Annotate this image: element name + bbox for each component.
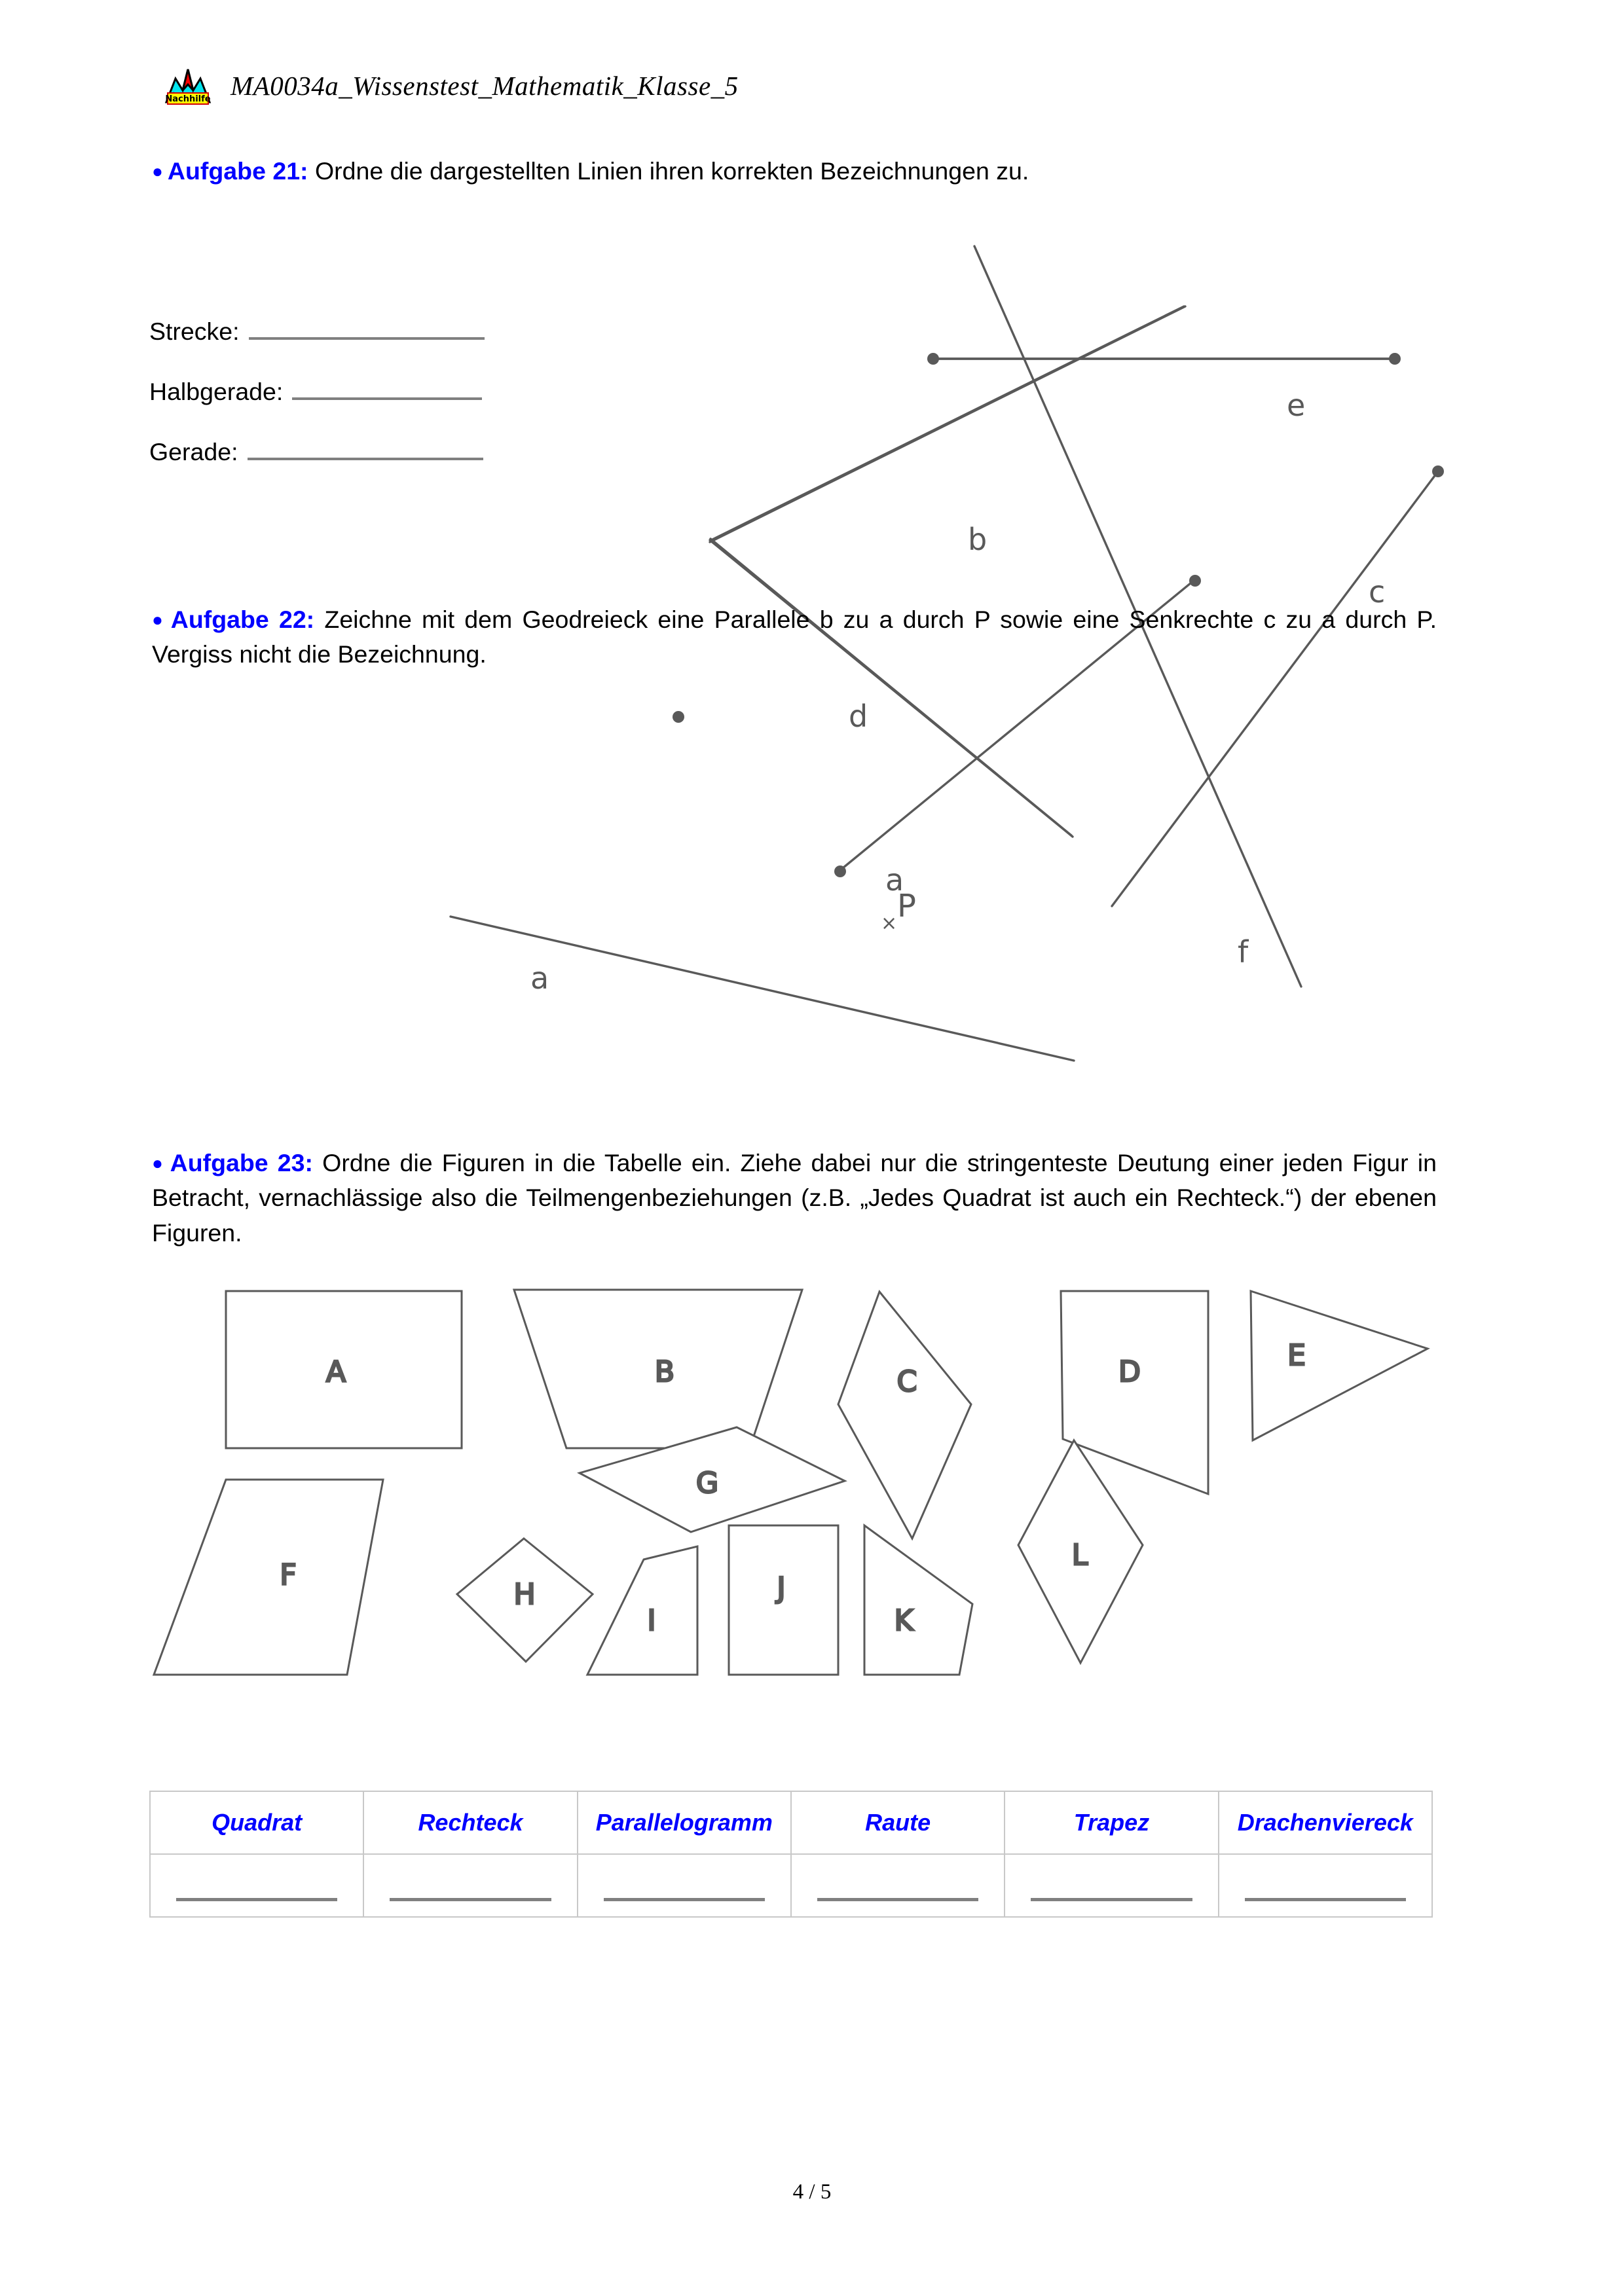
figure-label-G: G [695,1467,719,1500]
figure-label-A: A [325,1355,346,1389]
figure-label-D: D [1118,1355,1141,1389]
task-21-text [308,157,315,185]
figure-label-J: J [777,1571,786,1605]
table-header-row [150,1791,1432,1854]
answer-label-gerade: Gerade: [149,438,238,465]
answer-row-gerade [149,438,608,498]
cell-blank-raute[interactable] [817,1894,978,1901]
task-23 [152,1146,1437,1250]
figure-label-C: C [896,1365,917,1398]
table-row [150,1854,1432,1917]
cell-blank-quadrat[interactable] [176,1894,337,1901]
figure-label-L: L [1071,1539,1088,1572]
answer-label-strecke: Strecke: [149,318,240,345]
figure-label-H: H [513,1578,536,1611]
document-title: MA0034a_Wissenstest_Mathematik_Klasse_5 [231,71,739,101]
table-header-trapez: Trapez [1005,1791,1218,1854]
table-cell-rechteck[interactable] [363,1854,577,1917]
task-22-figure [419,864,1113,1080]
line-label-b: b [968,522,987,557]
point-p-marker: × [881,912,898,935]
answer-row-halbgerade [149,378,608,438]
classification-table [149,1791,1433,1918]
task-21-bullet: ● [152,161,163,181]
cell-blank-drachenviereck[interactable] [1245,1894,1407,1901]
svg-text:Nachhilfe: Nachhilfe [165,94,211,104]
table-cell-raute[interactable] [791,1854,1005,1917]
cell-blank-rechteck[interactable] [390,1894,551,1901]
nachhilfe-logo-icon [162,64,213,107]
line-label-e: e [1287,388,1306,423]
page-footer: 4 / 5 [792,2180,832,2204]
answer-blank-strecke[interactable] [249,318,485,340]
cell-blank-trapez[interactable] [1031,1894,1192,1901]
cell-blank-parallelogramm[interactable] [604,1894,765,1901]
point-p-label: P [897,888,916,924]
task-22-prompt: Zeichne mit dem Geodreieck eine Parallele b zu a durch P sowie eine Senkrechte c zu a durch P. Vergiss nicht die Bezeichnung. [152,606,1437,668]
task-22-bullet: ● [152,610,166,630]
table-header-drachenviereck: Drachenviereck [1219,1791,1432,1854]
line-label-d: d [849,699,868,734]
table-cell-trapez[interactable] [1005,1854,1218,1917]
figure-label-K: K [894,1604,913,1637]
table-cell-parallelogramm[interactable] [578,1854,791,1917]
figure-label-B: B [654,1355,675,1389]
classification-table-wrapper [149,1791,1433,1918]
task-23-prompt: Ordne die Figuren in die Tabelle ein. Ziehe dabei nur die stringenteste Deutung einer jeden Figur in Betracht, vernachlässige also die Teilmengenbeziehungen (z.B. „Jedes Quadrat ist auch ein Rechteck.“) der ebenen Figuren. [152,1149,1437,1247]
figure-label-E: E [1287,1339,1306,1372]
task-23-bullet: ● [152,1153,166,1173]
table-cell-quadrat[interactable] [150,1854,363,1917]
task-21-answer-list [149,318,608,498]
figure-F [154,1480,383,1675]
answer-blank-halbgerade[interactable] [292,378,482,400]
answer-blank-gerade[interactable] [248,438,483,460]
task-21-label: Aufgabe 21: [167,157,308,185]
task-21-prompt: Ordne die dargestellten Linien ihren korrekten Bezeichnungen zu. [314,157,1029,185]
line-label-a: a [885,862,904,898]
figure-K [864,1525,972,1675]
task-23-shapes-figure [147,1264,1444,1738]
line-label-c: c [1369,574,1386,610]
figure-E [1251,1291,1428,1440]
task-22 [152,602,1437,672]
line-label-f: f [1238,934,1249,970]
table-header-raute: Raute [791,1791,1005,1854]
table-header-parallelogramm: Parallelogramm [578,1791,791,1854]
figure-label-I: I [647,1604,656,1637]
page-header [162,64,739,107]
task-22-label: Aufgabe 22: [170,606,315,633]
task-21 [152,154,1437,189]
figure-I [587,1546,697,1675]
figure-C [838,1292,971,1539]
table-header-rechteck: Rechteck [363,1791,577,1854]
figure-label-F: F [280,1558,297,1592]
answer-label-halbgerade: Halbgerade: [149,378,284,405]
table-header-quadrat: Quadrat [150,1791,363,1854]
line-label-a-task22: a [530,960,549,996]
table-cell-drachenviereck[interactable] [1219,1854,1432,1917]
task-23-label: Aufgabe 23: [170,1149,314,1176]
answer-row-strecke [149,318,608,378]
